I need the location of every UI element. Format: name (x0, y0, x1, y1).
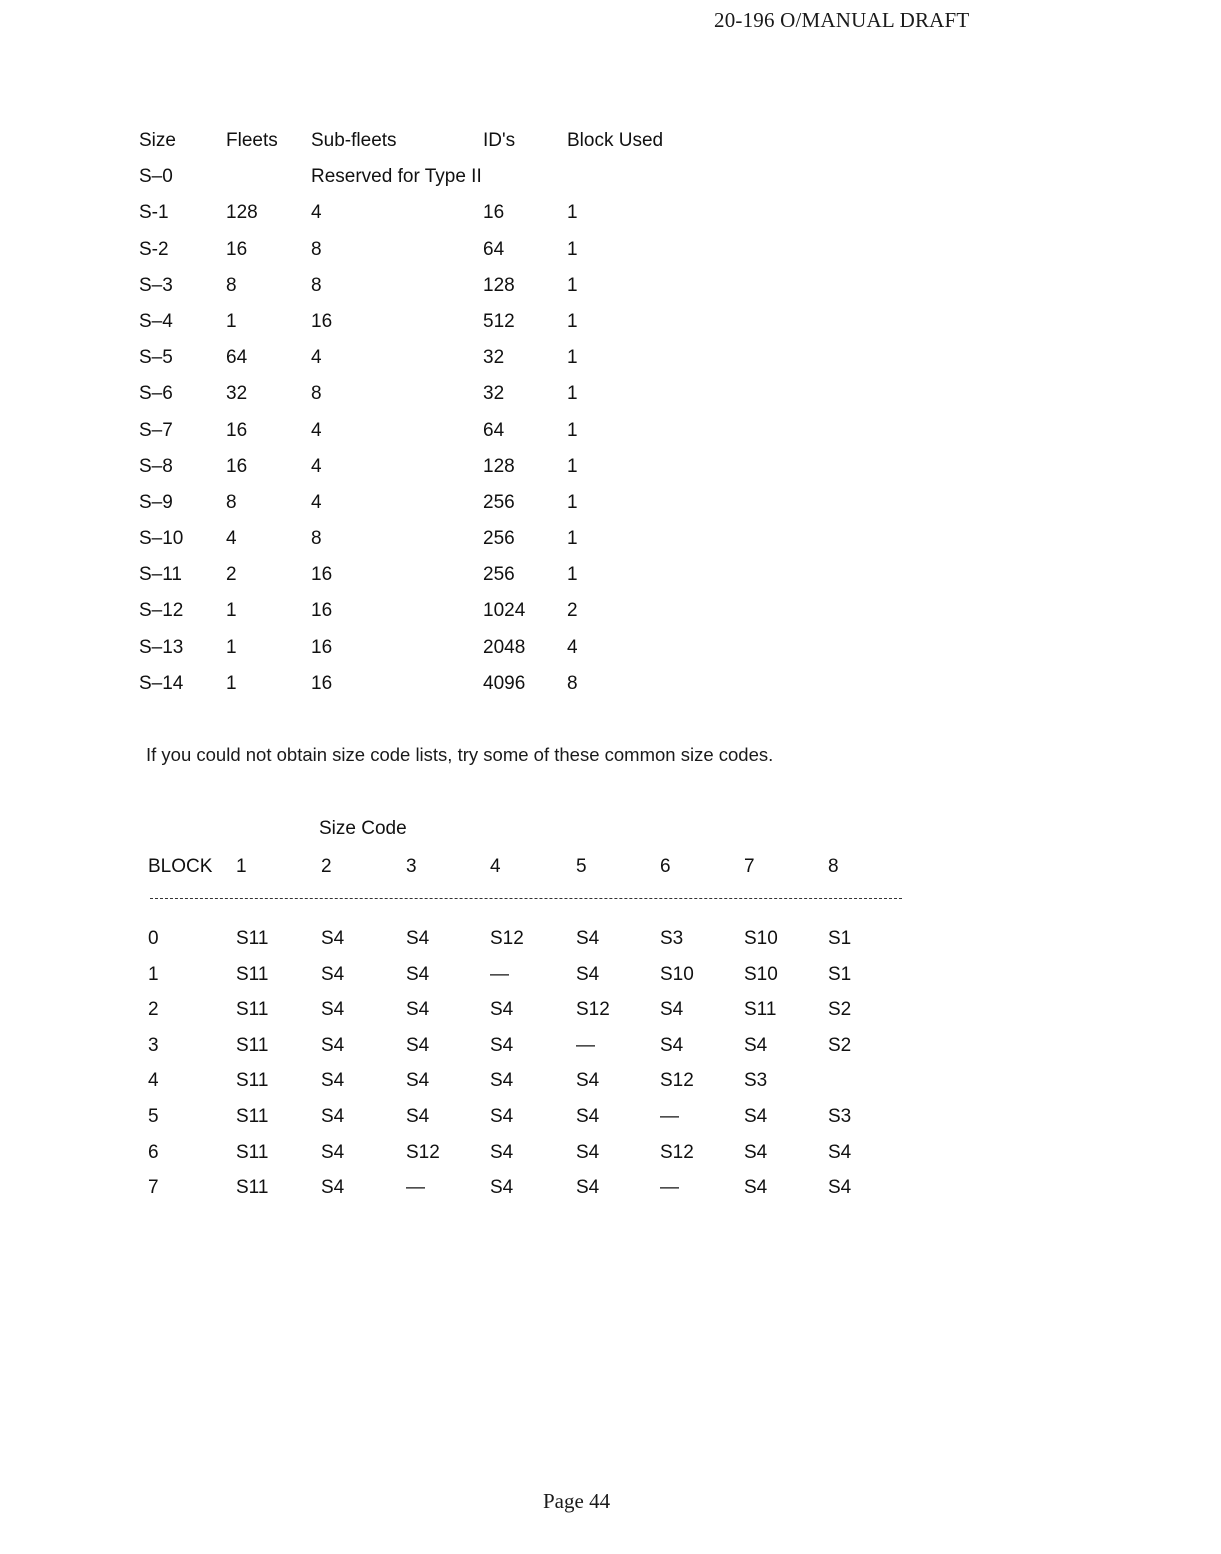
ids-cell: 256 (483, 491, 515, 513)
fleets-cell: 2 (226, 564, 237, 586)
fleets-cell: 1 (226, 672, 237, 694)
subfleets-cell: 16 (311, 636, 333, 658)
code-cell: S4 (744, 1141, 768, 1163)
page-number: Page 44 (543, 1489, 611, 1513)
code-cell: S11 (236, 1070, 269, 1092)
code-cell: S11 (236, 1141, 269, 1163)
ids-cell: 128 (483, 274, 515, 296)
block-cell: 0 (148, 928, 159, 949)
size-cell: S–4 (139, 310, 173, 332)
code-cell: S10 (744, 928, 778, 949)
code-cell: S1 (828, 963, 852, 985)
code-cell: S11 (236, 1105, 269, 1127)
code-cell: S12 (660, 1141, 694, 1163)
ids-cell: 32 (483, 347, 505, 369)
block-cell: 1 (567, 202, 578, 224)
column-header: 1 (236, 856, 247, 877)
size-cell: S–7 (139, 419, 173, 441)
code-cell: S12 (490, 928, 524, 949)
size-code-title: Size Code (319, 818, 407, 839)
size-cell: S–14 (139, 672, 184, 694)
fleets-cell: 16 (226, 238, 248, 260)
fleets-cell: 16 (226, 419, 248, 441)
subfleets-cell: 4 (311, 491, 322, 513)
fleets-cell: 1 (226, 310, 237, 332)
code-cell: S2 (828, 1034, 852, 1056)
size-code-body (148, 928, 908, 1213)
size-cell: S–6 (139, 383, 173, 405)
block-cell: 6 (148, 1141, 159, 1163)
code-cell: S4 (321, 963, 345, 985)
column-header: 2 (321, 856, 332, 877)
block-cell: 1 (567, 274, 578, 296)
size-cell: S–0 (139, 166, 173, 188)
fleets-cell: 1 (226, 600, 237, 622)
fleets-cell: 4 (226, 528, 237, 550)
column-header-fleets: Fleets (226, 130, 278, 151)
ids-cell: 16 (483, 202, 505, 224)
ids-cell: 2048 (483, 636, 526, 658)
size-cell: S–13 (139, 636, 184, 658)
ids-cell: 1024 (483, 600, 526, 622)
code-cell: — (660, 1177, 679, 1199)
code-cell: S3 (660, 928, 684, 949)
table-row (148, 928, 908, 964)
instruction-note: If you could not obtain size code lists, try some of these common size codes. (146, 744, 774, 765)
ids-cell: 256 (483, 528, 515, 550)
code-cell: S11 (236, 928, 269, 949)
code-cell: S4 (406, 928, 430, 949)
fleets-cell: 64 (226, 347, 248, 369)
block-cell: 1 (567, 347, 578, 369)
column-header: 3 (406, 856, 417, 877)
code-cell: S3 (828, 1105, 852, 1127)
block-cell: 1 (148, 963, 159, 985)
table-row (148, 1070, 908, 1106)
fleets-cell: 16 (226, 455, 248, 477)
block-cell: 3 (148, 1034, 159, 1056)
block-cell: 1 (567, 491, 578, 513)
column-header: 5 (576, 856, 587, 877)
ids-cell: 4096 (483, 672, 526, 694)
code-cell: S4 (406, 1034, 430, 1056)
ids-cell: 64 (483, 419, 505, 441)
code-cell: S12 (406, 1141, 440, 1163)
code-cell: S4 (490, 1034, 514, 1056)
table-row (148, 964, 908, 1000)
subfleets-cell: 8 (311, 528, 322, 550)
block-cell: 2 (567, 600, 578, 622)
code-cell: S12 (576, 999, 610, 1021)
code-cell: S4 (576, 963, 600, 985)
code-cell: S4 (828, 1177, 852, 1199)
code-cell: S11 (236, 963, 269, 985)
ids-cell: 512 (483, 310, 515, 332)
block-cell: 2 (148, 999, 159, 1021)
block-cell: 1 (567, 564, 578, 586)
column-header: 7 (744, 856, 755, 877)
size-cell: S–5 (139, 347, 173, 369)
block-cell: 5 (148, 1105, 159, 1127)
subfleets-cell: 4 (311, 419, 322, 441)
code-cell: S4 (321, 1141, 345, 1163)
subfleets-cell: 4 (311, 455, 322, 477)
column-header-size: Size (139, 130, 176, 151)
size-cell: S–12 (139, 600, 184, 622)
code-cell: S4 (660, 999, 684, 1021)
column-header-subfleets: Sub-fleets (311, 130, 397, 151)
code-cell: S11 (236, 1177, 269, 1199)
code-cell: S4 (828, 1141, 852, 1163)
block-cell: 4 (148, 1070, 159, 1092)
subfleets-cell: 16 (311, 600, 333, 622)
code-cell: S11 (236, 1034, 269, 1056)
fleets-cell: 1 (226, 636, 237, 658)
table-row (148, 999, 908, 1035)
code-cell: S4 (576, 928, 600, 949)
code-cell: S4 (490, 1141, 514, 1163)
table-row (148, 1035, 908, 1071)
block-cell: 8 (567, 672, 578, 694)
size-cell: S–10 (139, 528, 184, 550)
column-header-block-used: Block Used (567, 130, 664, 151)
subfleets-cell: 4 (311, 202, 322, 224)
table-row (148, 1142, 908, 1178)
block-cell: 7 (148, 1177, 159, 1199)
code-cell: S4 (406, 1070, 430, 1092)
fleets-cell: 128 (226, 202, 258, 224)
code-cell: S4 (406, 1105, 430, 1127)
document-header: 20-196 O/MANUAL DRAFT (714, 8, 970, 32)
code-cell: S4 (576, 1070, 600, 1092)
subfleets-cell: Reserved for Type II (311, 166, 482, 188)
subfleets-cell: 8 (311, 383, 322, 405)
code-cell: S11 (236, 999, 269, 1021)
code-cell: S4 (321, 1034, 345, 1056)
subfleets-cell: 8 (311, 238, 322, 260)
code-cell: — (660, 1105, 679, 1127)
column-header: 4 (490, 856, 501, 877)
size-code-header (148, 856, 908, 882)
code-cell: S4 (660, 1034, 684, 1056)
subfleets-cell: 8 (311, 274, 322, 296)
size-cell: S–8 (139, 455, 173, 477)
fleets-cell: 32 (226, 383, 248, 405)
block-cell: 1 (567, 455, 578, 477)
fleets-cell: 8 (226, 491, 237, 513)
size-cell: S–3 (139, 274, 173, 296)
code-cell: S4 (744, 1034, 768, 1056)
size-cell: S-2 (139, 238, 169, 260)
code-cell: S4 (321, 928, 345, 949)
dashed-divider (150, 898, 902, 899)
column-header-ids: ID's (483, 130, 516, 151)
block-cell: 1 (567, 419, 578, 441)
size-cell: S–9 (139, 491, 173, 513)
code-cell: S3 (744, 1070, 768, 1092)
code-cell: S12 (660, 1070, 694, 1092)
code-cell: S4 (321, 1070, 345, 1092)
code-cell: S4 (744, 1105, 768, 1127)
column-header: 6 (660, 856, 671, 877)
code-cell: S4 (490, 1070, 514, 1092)
code-cell: S11 (744, 999, 777, 1021)
code-cell: S4 (406, 999, 430, 1021)
block-cell: 4 (567, 636, 578, 658)
code-cell: S10 (744, 963, 778, 985)
fleets-cell: 8 (226, 274, 237, 296)
code-cell: S1 (828, 928, 852, 949)
block-cell: 1 (567, 238, 578, 260)
table-row (148, 1106, 908, 1142)
code-cell: — (576, 1034, 595, 1056)
code-cell: S4 (576, 1177, 600, 1199)
column-header: 8 (828, 856, 839, 877)
code-cell: S10 (660, 963, 694, 985)
block-cell: 1 (567, 383, 578, 405)
code-cell: S4 (490, 1105, 514, 1127)
subfleets-cell: 16 (311, 564, 333, 586)
code-cell: S4 (744, 1177, 768, 1199)
code-cell: S4 (321, 1105, 345, 1127)
code-cell: S4 (321, 999, 345, 1021)
block-header: BLOCK (148, 856, 213, 877)
code-cell: S4 (321, 1177, 345, 1199)
size-cell: S–11 (139, 564, 182, 586)
subfleets-cell: 16 (311, 310, 333, 332)
block-cell: 1 (567, 528, 578, 550)
subfleets-cell: 4 (311, 347, 322, 369)
code-cell: S4 (576, 1141, 600, 1163)
ids-cell: 64 (483, 238, 505, 260)
ids-cell: 32 (483, 383, 505, 405)
subfleets-cell: 16 (311, 672, 333, 694)
ids-cell: 128 (483, 455, 515, 477)
code-cell: — (490, 963, 509, 985)
code-cell: S4 (490, 999, 514, 1021)
code-cell: S4 (576, 1105, 600, 1127)
table-row (148, 1177, 908, 1213)
block-cell: 1 (567, 310, 578, 332)
code-cell: S4 (490, 1177, 514, 1199)
ids-cell: 256 (483, 564, 515, 586)
code-cell: S2 (828, 999, 852, 1021)
size-cell: S-1 (139, 202, 169, 224)
code-cell: S4 (406, 963, 430, 985)
code-cell: — (406, 1177, 425, 1199)
